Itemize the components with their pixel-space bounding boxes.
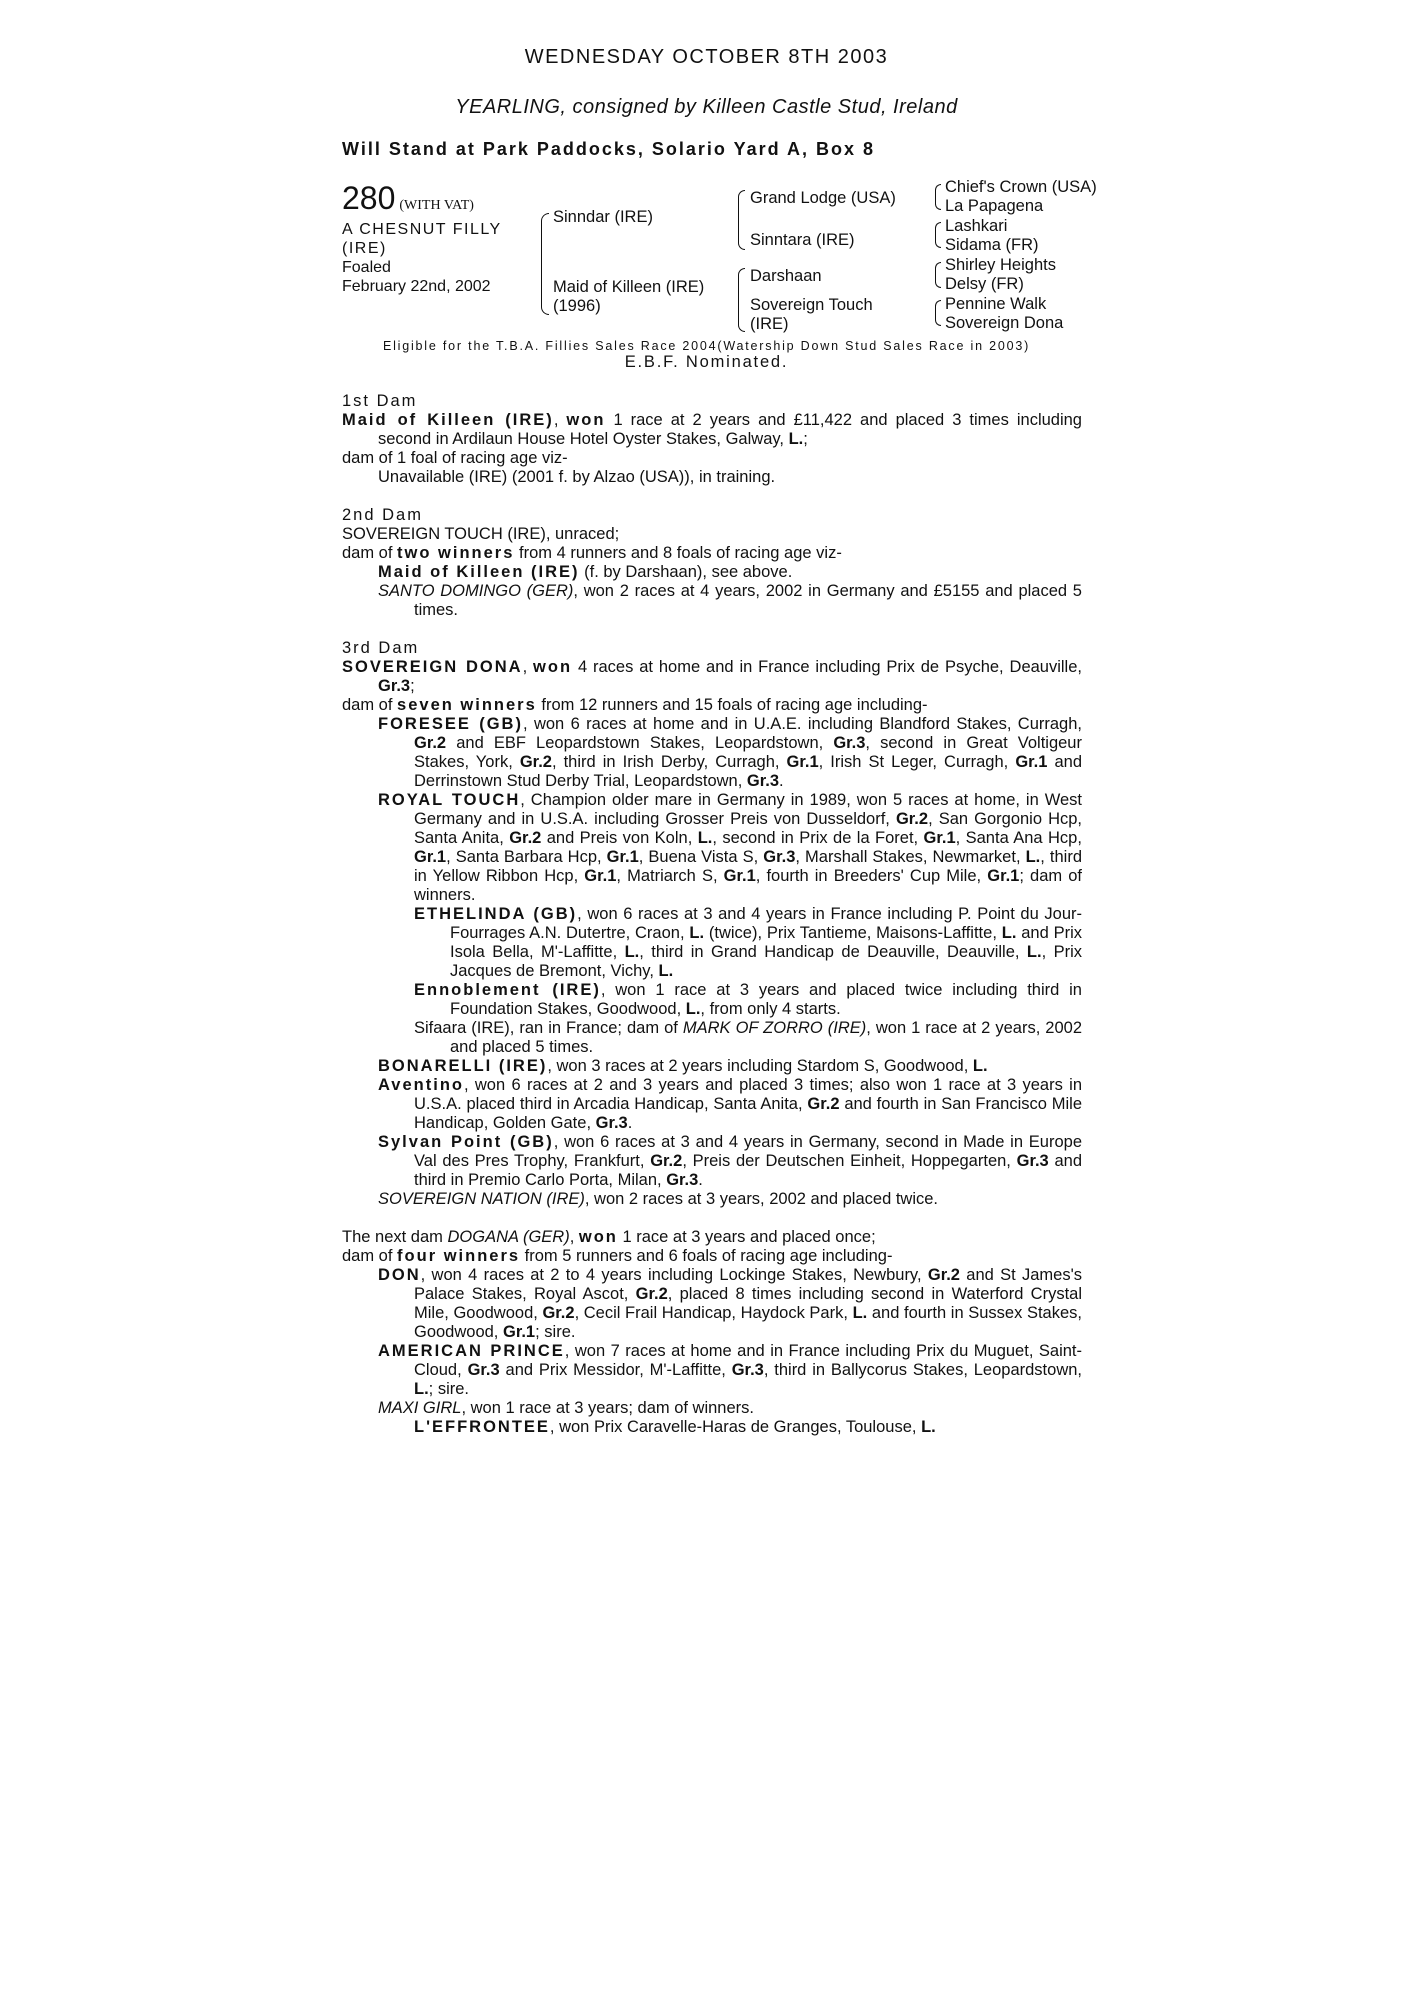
first-dam-heading: 1st Dam [342, 392, 418, 410]
second-dam-heading: 2nd Dam [342, 506, 423, 524]
lot-description: A CHESNUT FILLY [342, 221, 502, 238]
pedigree-brace [935, 262, 941, 288]
sale-date: WEDNESDAY OCTOBER 8TH 2003 [524, 46, 889, 68]
progeny-entry: Sylvan Point (GB), won 6 races at 3 and 4 years in Germany, second in Made in Europe Val des Pres Trophy, Frankfurt, Gr.2, Preis der Deutschen Einheit, Hoppegarten, Gr.3 and third in Premio Carlo Porta, Milan, Gr.3. [378, 1133, 1082, 1189]
pedigree-sire: Sinndar (IRE) [553, 208, 653, 226]
pedigree-brace [738, 268, 745, 332]
pedigree-sdd: Sidama (FR) [945, 236, 1039, 254]
progeny-entry: BONARELLI (IRE), won 3 races at 2 years including Stardom S, Goodwood, L. [378, 1057, 988, 1075]
pedigree-dam-dam-country: (IRE) [750, 315, 789, 333]
third-dam-foals: dam of seven winners from 12 runners and 15 foals of racing age including- [342, 696, 928, 714]
lot-description-country: (IRE) [342, 240, 387, 257]
second-dam-record: SOVEREIGN TOUCH (IRE), unraced; [342, 525, 620, 543]
progeny-entry: Sifaara (IRE), ran in France; dam of MARK OF ZORRO (IRE), won 1 race at 2 years, 2002 and placed 5 times. [414, 1019, 1082, 1056]
third-dam-heading: 3rd Dam [342, 639, 420, 657]
pedigree-dsd: Delsy (FR) [945, 275, 1024, 293]
progeny-entry: AMERICAN PRINCE, won 7 races at home and in France including Prix du Muguet, Saint-Cloud, Gr.3 and Prix Messidor, M'-Laffitte, Gr.3, third in Ballycorus Stakes, Leopardstown, L.; sire. [378, 1342, 1083, 1398]
lot-number: 280 [342, 180, 396, 216]
eligibility-note: Eligible for the T.B.A. Fillies Sales Race 2004(Watership Down Stud Sales Race in 2003) [382, 339, 1031, 353]
ebf-note: E.B.F. Nominated. [624, 353, 789, 371]
family-record [342, 392, 1082, 1437]
progeny-entry: FORESEE (GB), won 6 races at home and in U.A.E. including Blandford Stakes, Curragh, Gr.2 and EBF Leopardstown Stakes, Leopardstown, Gr.3, second in Great Voltigeur Stakes, York, Gr.2, third in Irish Derby, Curragh, Gr.1, Irish St Leger, Curragh, Gr.1 and Derrinstown Stud Derby Trial, Leopardstown, Gr.3. [378, 715, 1083, 790]
pedigree-dds: Pennine Walk [945, 295, 1047, 313]
first-dam-foals: dam of 1 foal of racing age viz- [342, 449, 568, 467]
progeny-entry: Aventino, won 6 races at 2 and 3 years and placed 3 times; also won 1 race at 3 years in U.S.A. placed third in Arcadia Handicap, Santa Anita, Gr.2 and fourth in San Francisco Mile Handicap, Golden Gate, Gr.3. [378, 1076, 1082, 1132]
progeny-entry: DON, won 4 races at 2 to 4 years including Lockinge Stakes, Newbury, Gr.2 and St James's Palace Stakes, Royal Ascot, Gr.2, placed 8 times including second in Waterford Crystal Mile, Goodwood, Gr.2, Cecil Frail Handicap, Haydock Park, L. and fourth in Sussex Stakes, Goodwood, Gr.1; sire. [378, 1266, 1082, 1341]
pedigree-ssd: La Papagena [945, 197, 1044, 215]
progeny-entry: Unavailable (IRE) (2001 f. by Alzao (USA)), in training. [378, 468, 776, 486]
pedigree-dam: Maid of Killeen (IRE) [553, 278, 705, 296]
progeny-entry: L'EFFRONTEE, won Prix Caravelle-Haras de Granges, Toulouse, L. [414, 1418, 936, 1436]
pedigree-ddd: Sovereign Dona [945, 314, 1064, 332]
pedigree-sss: Chief's Crown (USA) [945, 178, 1097, 196]
foaled-date: February 22nd, 2002 [342, 278, 491, 295]
pedigree-sire-sire: Grand Lodge (USA) [750, 189, 896, 207]
progeny-entry: Maid of Killeen (IRE) (f. by Darshaan), see above. [378, 563, 793, 581]
progeny-entry: MAXI GIRL, won 1 race at 3 years; dam of winners. [378, 1399, 754, 1417]
first-dam-record: Maid of Killeen (IRE), won 1 race at 2 years and £11,422 and placed 3 times including second in Ardilaun House Hotel Oyster Stakes, Galway, L.; [342, 411, 1082, 448]
second-dam-foals: dam of two winners from 4 runners and 8 foals of racing age viz- [342, 544, 842, 562]
progeny-entry: SOVEREIGN NATION (IRE), won 2 races at 3 years, 2002 and placed twice. [378, 1190, 939, 1208]
pedigree-brace [541, 213, 549, 315]
progeny-entry: ROYAL TOUCH, Champion older mare in Germany in 1989, won 5 races at home, in West Germany and in U.S.A. including Grosser Preis von Dusseldorf, Gr.2, San Gorgonio Hcp, Santa Anita, Gr.2 and Preis von Koln, L., second in Prix de la Foret, Gr.1, Santa Ana Hcp, Gr.1, Santa Barbara Hcp, Gr.1, Buena Vista S, Gr.3, Marshall Stakes, Newmarket, L., third in Yellow Ribbon Hcp, Gr.1, Matriarch S, Gr.1, fourth in Breeders' Cup Mile, Gr.1; dam of winners. [378, 791, 1083, 904]
pedigree-dam-dam: Sovereign Touch [750, 296, 873, 314]
next-dam-record: The next dam DOGANA (GER), won 1 race at 3 years and placed once; [342, 1228, 876, 1246]
progeny-entry: SANTO DOMINGO (GER), won 2 races at 4 years, 2002 in Germany and £5155 and placed 5 times. [378, 582, 1082, 619]
pedigree-brace [935, 300, 941, 326]
third-dam-record: SOVEREIGN DONA, won 4 races at home and in France including Prix de Psyche, Deauville, Gr.3; [342, 658, 1082, 695]
pedigree-sire-dam: Sinntara (IRE) [750, 231, 855, 249]
vat-note: (WITH VAT) [399, 198, 474, 213]
next-dam-foals: dam of four winners from 5 runners and 6 foals of racing age including- [342, 1247, 893, 1265]
progeny-entry: Ennoblement (IRE), won 1 race at 3 years and placed twice including third in Foundation Stakes, Goodwood, L., from only 4 starts. [414, 981, 1082, 1018]
pedigree-dss: Shirley Heights [945, 256, 1056, 274]
pedigree-brace [738, 190, 745, 250]
consignment-line: YEARLING, consigned by Killeen Castle Stud, Ireland [455, 96, 958, 118]
lot-info [342, 180, 542, 296]
pedigree-sds: Lashkari [945, 217, 1008, 235]
pedigree-brace [935, 222, 941, 248]
foaled-label: Foaled [342, 259, 391, 276]
pedigree-dam-year: (1996) [553, 297, 601, 315]
pedigree-dam-sire: Darshaan [750, 267, 822, 285]
pedigree-brace [935, 184, 941, 210]
stand-location: Will Stand at Park Paddocks, Solario Yard A, Box 8 [342, 139, 875, 159]
progeny-entry: ETHELINDA (GB), won 6 races at 3 and 4 years in France including P. Point du Jour-Fourrages A.N. Dutertre, Craon, L. (twice), Prix Tantieme, Maisons-Laffitte, L. and Prix Isola Bella, M'-Laffitte, L., third in Grand Handicap de Deauville, Deauville, L., Prix Jacques de Bremont, Vichy, L. [414, 905, 1082, 980]
